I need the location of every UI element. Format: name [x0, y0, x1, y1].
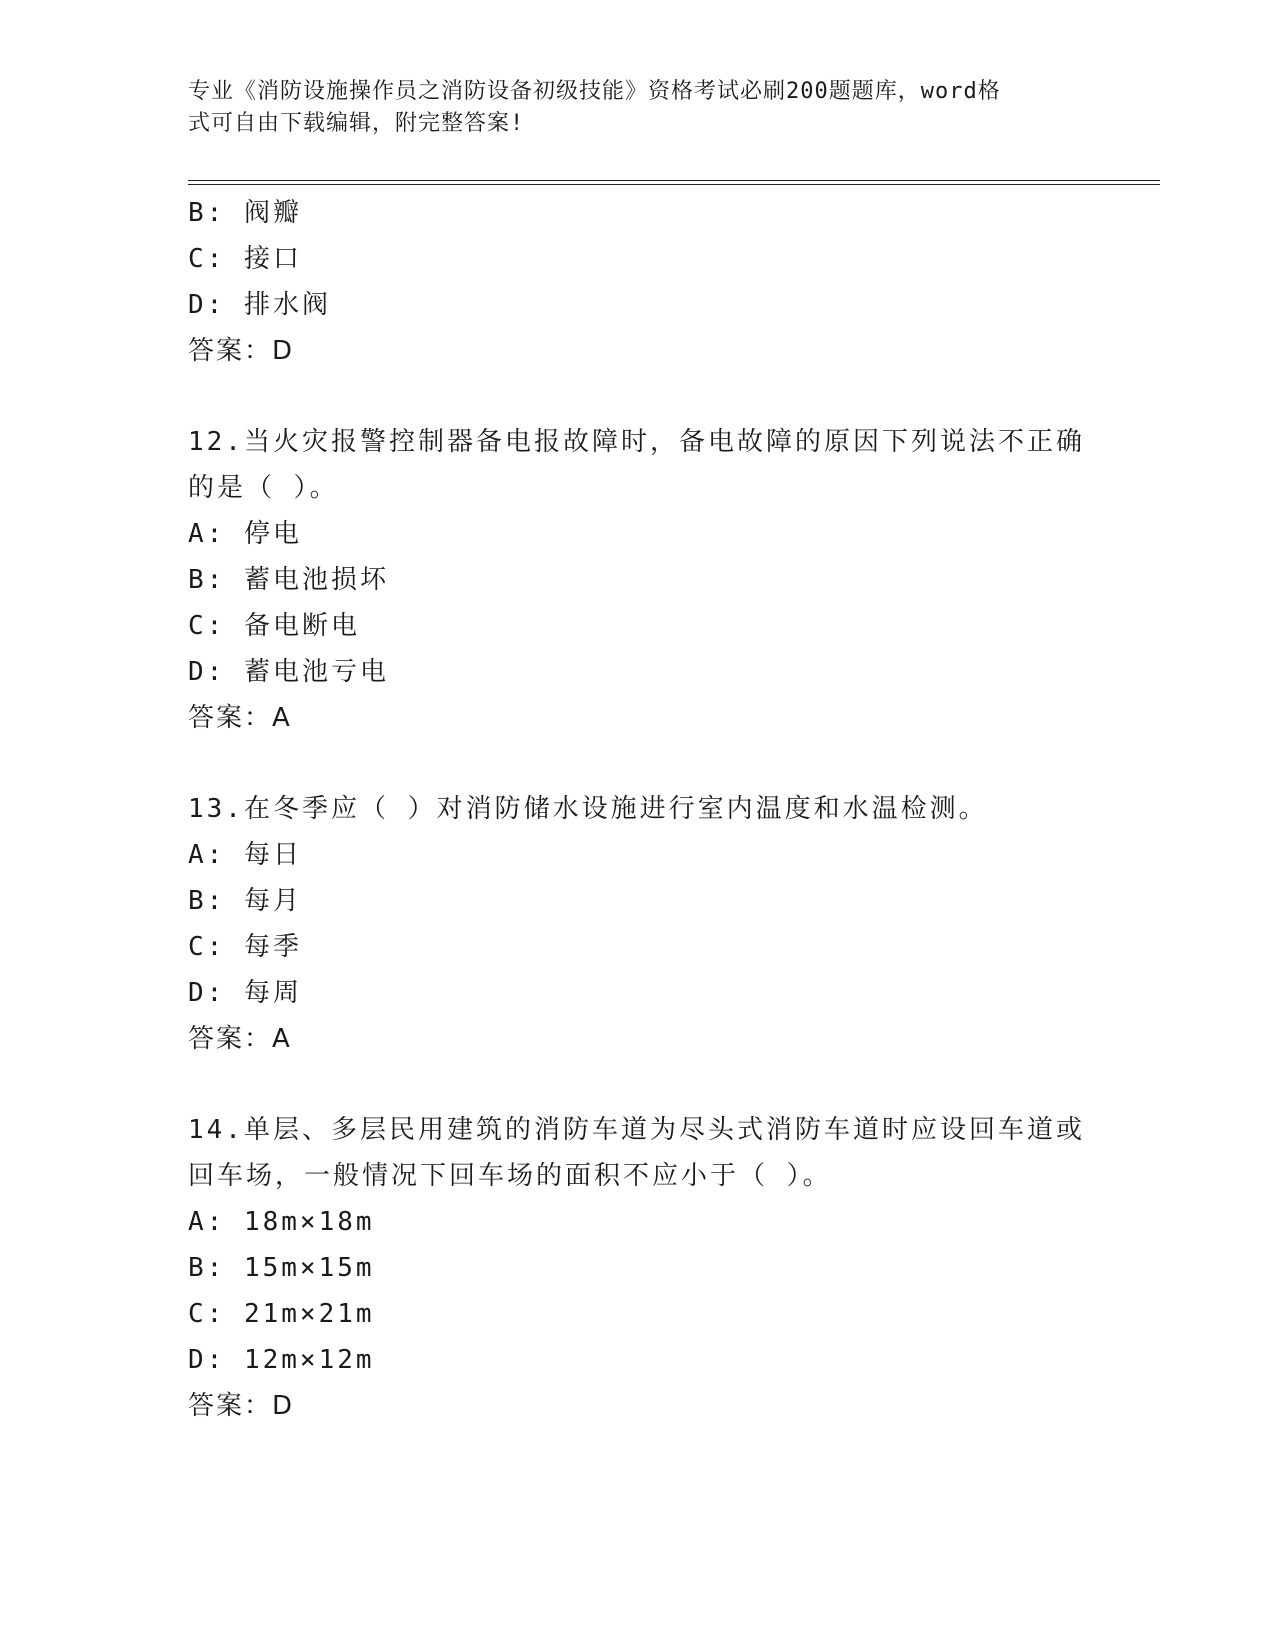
option-d: D: 排水阀 [188, 290, 331, 320]
option-a: A: 18m×18m [188, 1207, 375, 1237]
answer-line: 答案：A [188, 1024, 292, 1054]
header-line-2: 式可自由下载编辑，附完整答案! [188, 111, 525, 136]
option-c: C: 21m×21m [188, 1299, 375, 1329]
option-c: C: 每季 [188, 932, 302, 962]
question-list [188, 190, 1088, 1429]
option-c: C: 接口 [188, 244, 302, 274]
option-b: B: 阀瓣 [188, 198, 302, 228]
option-b: B: 每月 [188, 886, 302, 916]
option-d: D: 每周 [188, 978, 302, 1008]
question-stem: 回车场，一般情况下回车场的面积不应小于（ ）。 [188, 1161, 832, 1191]
question-12 [188, 419, 1088, 741]
question-13 [188, 786, 1088, 1062]
header-divider-bottom [188, 184, 1160, 185]
document-header [188, 76, 1068, 140]
header-divider-top [188, 180, 1160, 181]
option-b: B: 15m×15m [188, 1253, 375, 1283]
question-stem: 14.单层、多层民用建筑的消防车道为尽头式消防车道时应设回车道或 [188, 1115, 1085, 1145]
answer-line: 答案：D [188, 336, 295, 366]
option-d: D: 12m×12m [188, 1345, 375, 1375]
option-a: A: 停电 [188, 519, 302, 549]
question-stem: 13.在冬季应（ ）对消防储水设施进行室内温度和水温检测。 [188, 794, 988, 824]
option-a: A: 每日 [188, 840, 302, 870]
answer-line: 答案：D [188, 1391, 295, 1421]
option-b: B: 蓄电池损坏 [188, 565, 389, 595]
question-14 [188, 1107, 1088, 1429]
question-stem: 的是（ ）。 [188, 473, 339, 503]
option-d: D: 蓄电池亏电 [188, 657, 389, 687]
option-c: C: 备电断电 [188, 611, 360, 641]
header-line-1: 专业《消防设施操作员之消防设备初级技能》资格考试必刷200题题库，word格 [188, 79, 1001, 104]
question-11-tail [188, 190, 1088, 374]
question-stem: 12.当火灾报警控制器备电报故障时，备电故障的原因下列说法不正确 [188, 427, 1085, 457]
answer-line: 答案：A [188, 703, 292, 733]
